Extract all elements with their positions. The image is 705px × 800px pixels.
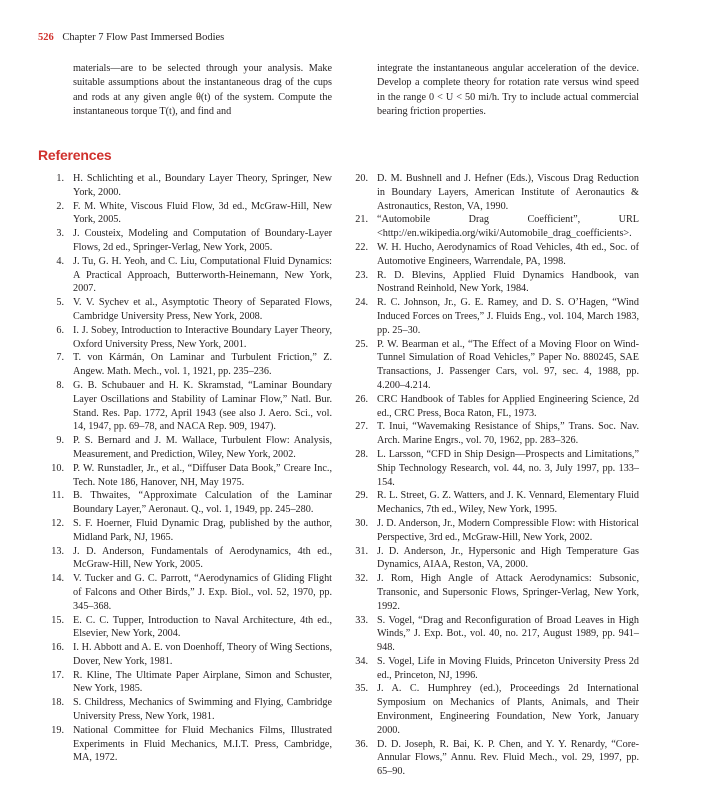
reference-text: J. D. Anderson, Jr., Hypersonic and High Temperature Gas Dynamics, AIAA, Reston, VA, 2000.	[377, 545, 639, 571]
reference-item	[342, 420, 639, 448]
reference-number: 36.	[355, 738, 368, 750]
reference-number: 2.	[56, 200, 64, 212]
reference-number: 25.	[355, 338, 368, 350]
reference-number: 26.	[355, 393, 368, 405]
reference-number: 29.	[355, 490, 368, 502]
reference-number: 1.	[56, 173, 64, 184]
reference-text: T. Inui, “Wavemaking Resistance of Ships,” Trans. Soc. Nav. Arch. Marine Engrs., vol. 70, 1962, pp. 283–326.	[377, 421, 639, 447]
reference-text: L. Larsson, “CFD in Ship Design—Prospects and Limitations,” Ship Technology Research, vol. 44, no. 3, July 1997, pp. 133–154.	[377, 448, 639, 488]
reference-text: J. Rom, High Angle of Attack Aerodynamics: Subsonic, Transonic, and Supersonic Flows, Springer-Verlag, New York, 1992.	[377, 573, 639, 612]
reference-text: J. Tu, G. H. Yeoh, and C. Liu, Computational Fluid Dynamics: A Practical Approach, Butterworth-Heinemann, New York, 2007.	[73, 255, 332, 295]
reference-item	[38, 172, 332, 200]
reference-text: J. A. C. Humphrey (ed.), Proceedings 2d International Symposium on Mechanics of Plants, Animals, and Their Environment, Engineering Foundation, New York, January 2000.	[377, 683, 639, 736]
reference-item	[38, 227, 332, 255]
reference-number: 19.	[51, 724, 64, 736]
reference-text: V. V. Sychev et al., Asymptotic Theory of Separated Flows, Cambridge University Press, New York, 2008.	[73, 297, 332, 322]
reference-number: 14.	[51, 573, 64, 585]
reference-item	[38, 696, 332, 724]
reference-item	[38, 200, 332, 228]
reference-item	[38, 614, 332, 642]
reference-item	[38, 324, 332, 352]
reference-text: F. M. White, Viscous Fluid Flow, 3d ed., McGraw-Hill, New York, 2005.	[73, 200, 332, 226]
reference-number: 13.	[51, 545, 64, 557]
reference-text: I. J. Sobey, Introduction to Interactive Boundary Layer Theory, Oxford University Press, New York, 2001.	[73, 324, 332, 350]
reference-text: W. H. Hucho, Aerodynamics of Road Vehicles, 4th ed., Soc. of Automotive Engineers, Warrendale, PA, 1998.	[377, 241, 639, 267]
intro-paragraph-left: materials—are to be selected through your analysis. Make suitable assumptions about the instantaneous drag of the cups and rods at any given angle θ(t) of the system. Compute the instantaneous torque T(t), and find and	[73, 63, 332, 118]
reference-item	[38, 724, 332, 765]
reference-number: 8.	[56, 379, 64, 391]
reference-item	[38, 669, 332, 697]
reference-text: “Automobile Drag Coefficient”, URL <http://en.wikipedia.org/wiki/Automobile_drag_coefficients>.	[377, 214, 639, 240]
reference-text: R. L. Street, G. Z. Watters, and J. K. Vennard, Elementary Fluid Mechanics, 7th ed., Wiley, New York, 1995.	[377, 490, 639, 516]
reference-text: R. C. Johnson, Jr., G. E. Ramey, and D. S. O’Hagen, “Wind Induced Forces on Trees,” J. Fluids Eng., vol. 104, March 1983, pp. 25–30.	[377, 297, 639, 336]
reference-number: 21.	[355, 214, 368, 226]
reference-text: G. B. Schubauer and H. K. Skramstad, “Laminar Boundary Layer Oscillations and Stability of Laminar Flow,” Natl. Bur. Stand. Res. Pap. 1772, April 1943 (see also J. Aero. Sci., vol. 14, 1947, pp. 69–78, and NACA Rep. 909, 1947).	[73, 379, 332, 433]
reference-number: 9.	[56, 435, 64, 447]
reference-number: 5.	[56, 297, 64, 309]
intro-text-left	[73, 62, 332, 120]
reference-number: 18.	[51, 697, 64, 709]
reference-item	[38, 641, 332, 669]
reference-item	[342, 338, 639, 393]
reference-text: National Committee for Fluid Mechanics Films, Illustrated Experiments in Fluid Mechanics, M.I.T. Press, Cambridge, MA, 1972.	[73, 724, 332, 764]
reference-number: 30.	[355, 517, 368, 529]
reference-item	[38, 462, 332, 490]
reference-number: 3.	[56, 228, 64, 240]
reference-number: 32.	[355, 573, 368, 585]
reference-item	[342, 517, 639, 545]
reference-item	[342, 296, 639, 337]
reference-number: 33.	[355, 614, 368, 626]
reference-item	[342, 572, 639, 613]
intro-text-right	[377, 62, 639, 120]
reference-text: S. Vogel, “Drag and Reconfiguration of Broad Leaves in High Winds,” J. Exp. Bot., vol. 40, no. 217, August 1989, pp. 941–948.	[377, 614, 639, 654]
reference-item	[38, 351, 332, 379]
reference-text: J. D. Anderson, Jr., Modern Compressible Flow: with Historical Perspective, 3rd ed., McGraw-Hill, New York, 2002.	[377, 517, 639, 543]
chapter-title: Chapter 7 Flow Past Immersed Bodies	[62, 32, 225, 43]
reference-item	[342, 213, 639, 241]
reference-number: 10.	[51, 462, 64, 474]
reference-number: 27.	[355, 421, 368, 433]
reference-item	[342, 269, 639, 297]
reference-text: CRC Handbook of Tables for Applied Engineering Science, 2d ed., CRC Press, Boca Raton, FL, 1973.	[377, 393, 639, 419]
reference-text: J. D. Anderson, Fundamentals of Aerodynamics, 4th ed., McGraw-Hill, New York, 2005.	[73, 545, 332, 571]
reference-text: R. Kline, The Ultimate Paper Airplane, Simon and Schuster, New York, 1985.	[73, 669, 332, 695]
reference-number: 24.	[355, 297, 368, 309]
reference-text: D. D. Joseph, R. Bai, K. P. Chen, and Y. Y. Renardy, “Core-Annular Flows,” Annu. Rev. Fluid Mech., vol. 29, 1997, pp. 65–90.	[377, 738, 639, 778]
reference-text: B. Thwaites, “Approximate Calculation of the Laminar Boundary Layer,” Aeronaut. Q., vol. 1, 1949, pp. 245–280.	[73, 490, 332, 516]
page-number: 526	[38, 32, 54, 43]
reference-item	[342, 393, 639, 421]
reference-item	[342, 545, 639, 573]
reference-item	[342, 614, 639, 655]
references-column-right	[342, 172, 639, 779]
reference-item	[38, 379, 332, 434]
reference-number: 6.	[56, 324, 64, 336]
reference-text: T. von Kármán, On Laminar and Turbulent Friction,” Z. Angew. Math. Mech., vol. 1, 1921, pp. 235–236.	[73, 352, 332, 378]
reference-number: 23.	[355, 269, 368, 281]
reference-number: 34.	[355, 655, 368, 667]
reference-item	[38, 517, 332, 545]
reference-number: 15.	[51, 614, 64, 626]
reference-text: I. H. Abbott and A. E. von Doenhoff, Theory of Wing Sections, Dover, New York, 1981.	[73, 642, 332, 667]
reference-number: 22.	[355, 241, 368, 253]
reference-text: H. Schlichting et al., Boundary Layer Theory, Springer, New York, 2000.	[73, 173, 332, 198]
reference-item	[342, 172, 639, 213]
reference-number: 20.	[355, 173, 368, 184]
reference-number: 4.	[56, 255, 64, 267]
references-heading: References	[38, 147, 112, 163]
reference-text: P. W. Bearman et al., “The Effect of a Moving Floor on Wind-Tunnel Simulation of Road Vehicles,” Paper No. 880245, SAE Transactions, J. Passenger Cars, vol. 97, sec. 4, 1988, pp. 4.200–4.214.	[377, 338, 639, 391]
references-column-left	[38, 172, 332, 765]
reference-text: J. Cousteix, Modeling and Computation of Boundary-Layer Flows, 2d ed., Springer-Verlag, New York, 2005.	[73, 228, 332, 253]
reference-number: 7.	[56, 352, 64, 364]
reference-text: E. C. C. Tupper, Introduction to Naval Architecture, 4th ed., Elsevier, New York, 2004.	[73, 614, 332, 640]
reference-number: 35.	[355, 683, 368, 695]
reference-text: S. Vogel, Life in Moving Fluids, Princeton University Press 2d ed., Princeton, NJ, 1996.	[377, 655, 639, 681]
reference-number: 11.	[51, 490, 64, 502]
reference-number: 17.	[51, 669, 64, 681]
reference-text: S. F. Hoerner, Fluid Dynamic Drag, published by the author, Midland Park, NJ, 1965.	[73, 517, 332, 543]
reference-item	[342, 682, 639, 737]
reference-item	[38, 489, 332, 517]
reference-item	[342, 738, 639, 779]
reference-item	[38, 255, 332, 296]
reference-item	[38, 434, 332, 462]
reference-item	[38, 572, 332, 613]
reference-number: 12.	[51, 517, 64, 529]
reference-number: 31.	[355, 545, 368, 557]
reference-item	[342, 448, 639, 489]
reference-item	[342, 489, 639, 517]
page-header	[38, 31, 224, 44]
reference-text: P. S. Bernard and J. M. Wallace, Turbulent Flow: Analysis, Measurement, and Prediction, Wiley, New York, 2002.	[73, 435, 332, 460]
reference-text: R. D. Blevins, Applied Fluid Dynamics Handbook, van Nostrand Reinhold, New York, 1984.	[377, 269, 639, 295]
reference-item	[342, 655, 639, 683]
reference-text: V. Tucker and G. C. Parrott, “Aerodynamics of Gliding Flight of Falcons and Other Birds,” J. Exp. Biol., vol. 52, 1970, pp. 345–368.	[73, 573, 332, 612]
reference-item	[38, 545, 332, 573]
reference-text: P. W. Runstadler, Jr., et al., “Diffuser Data Book,” Creare Inc., Tech. Note 186, Hanover, NH, May 1975.	[73, 462, 332, 488]
reference-text: S. Childress, Mechanics of Swimming and Flying, Cambridge University Press, New York, 1981.	[73, 697, 332, 723]
reference-number: 16.	[51, 642, 64, 654]
reference-number: 28.	[355, 448, 368, 460]
reference-text: D. M. Bushnell and J. Hefner (Eds.), Viscous Drag Reduction in Boundary Layers, American Institute of Aeronautics & Astronautics, Reston, VA, 1990.	[377, 173, 639, 212]
intro-paragraph-right: integrate the instantaneous angular acceleration of the device. Develop a complete theory for rotation rate versus wind speed in the range 0 < U < 50 mi/h. Try to include actual commercial bearing friction properties.	[377, 63, 639, 118]
reference-item	[38, 296, 332, 324]
reference-item	[342, 241, 639, 269]
